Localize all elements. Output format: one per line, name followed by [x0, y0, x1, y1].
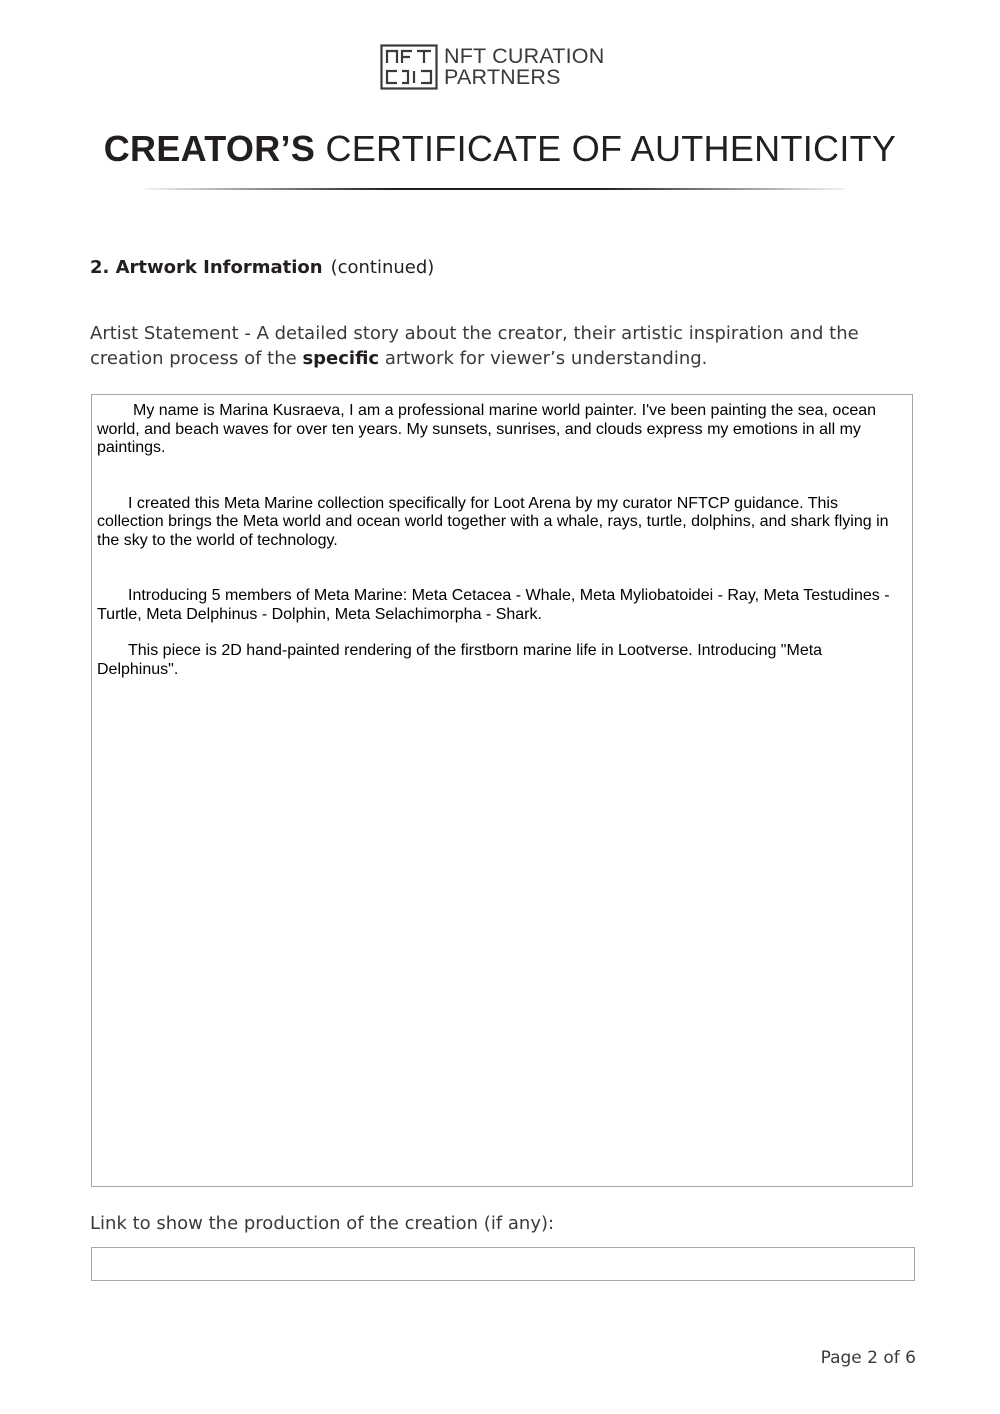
title-divider — [145, 188, 845, 190]
production-link-field[interactable] — [91, 1247, 915, 1281]
prompt-emphasis: specific — [302, 348, 380, 369]
production-link-label: Link to show the production of the creation (if any): — [90, 1213, 555, 1234]
nft-logo-mark — [380, 44, 438, 90]
title-bold: CREATOR’S — [103, 128, 316, 169]
statement-paragraph: Introducing 5 members of Meta Marine: Meta Cetacea - Whale, Meta Myliobatoidei - Ray, Meta Testudines - Turtle, Meta Delphinus - Dolphin, Meta Selachimorpha - Shark. — [97, 587, 890, 623]
section-title: 2. Artwork Information — [90, 257, 323, 278]
logo — [380, 44, 604, 90]
page-title — [0, 128, 1000, 170]
logo-line-1: NFT CURATION — [444, 44, 605, 68]
section-continued: (continued) — [330, 257, 435, 278]
artist-statement-prompt — [90, 321, 920, 371]
section-heading — [90, 257, 434, 278]
page-number: Page 2 of 6 — [820, 1348, 916, 1368]
logo-line-2: PARTNERS — [444, 65, 561, 89]
logo-wordmark — [444, 46, 604, 88]
artist-statement-field[interactable] — [91, 394, 913, 1187]
prompt-text-1: Artist Statement - A detailed story about the creator, their artistic inspiration and the creation process of the — [90, 323, 859, 369]
prompt-text-2: artwork for viewer’s understanding. — [379, 348, 708, 369]
statement-paragraph: I created this Meta Marine collection specifically for Loot Arena by my curator NFTCP guidance. This collection brings the Meta world and ocean world together with a whale, rays, turtle, dolphins, and shark flying in the sky to the world of technology. — [97, 494, 889, 549]
title-rest: CERTIFICATE OF AUTHENTICITY — [315, 128, 897, 169]
statement-paragraph: This piece is 2D hand-painted rendering of the firstborn marine life in Lootverse. Introducing "Meta Delphinus". — [97, 642, 823, 678]
statement-paragraph: My name is Marina Kusraeva, I am a professional marine world painter. I've been painting the sea, ocean world, and beach waves for over ten years. My sunsets, sunrises, and clouds express my emotions in all my paintings. — [97, 402, 877, 456]
